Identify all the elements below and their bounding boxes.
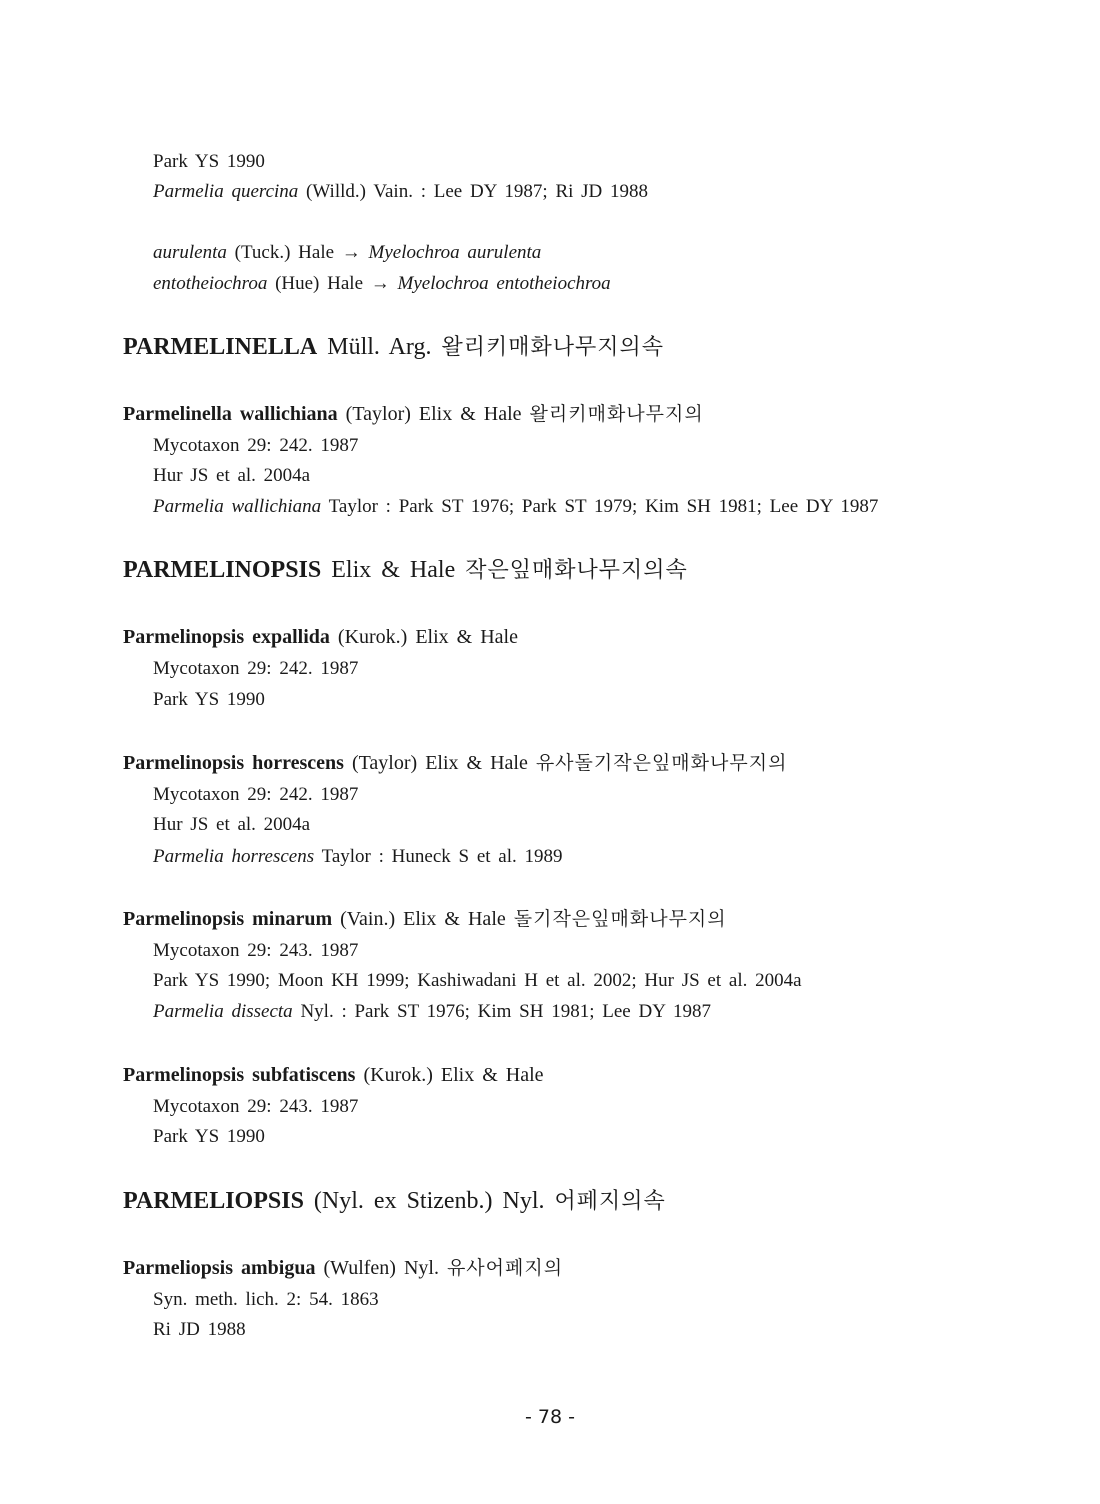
reference-line: Park YS 1990 (153, 1126, 265, 1147)
reference-line: Mycotaxon 29: 243. 1987 (153, 940, 359, 961)
reference-line: Hur JS et al. 2004a (153, 814, 311, 835)
reference-line: Hur JS et al. 2004a (153, 465, 311, 486)
genus-heading: PARMELIOPSIS (Nyl. ex Stizenb.) Nyl. 어페지의속 (123, 1188, 666, 1214)
synonym-line: Parmelia dissecta Nyl. : Park ST 1976; Kim SH 1981; Lee DY 1987 (153, 1001, 711, 1022)
reference-line: Park YS 1990 (153, 151, 265, 172)
genus-heading: PARMELINELLA Müll. Arg. 왈리키매화나무지의속 (123, 334, 665, 360)
synonym-line: Parmelia horrescens Taylor : Huneck S et al. 1989 (153, 846, 563, 867)
genus-heading: PARMELINOPSIS Elix & Hale 작은잎매화나무지의속 (123, 557, 688, 583)
reference-line: Mycotaxon 29: 242. 1987 (153, 435, 359, 456)
reference-line: Mycotaxon 29: 242. 1987 (153, 658, 359, 679)
species-heading: Parmelinopsis subfatiscens (Kurok.) Elix & Hale (123, 1064, 544, 1086)
reference-line: Syn. meth. lich. 2: 54. 1863 (153, 1289, 379, 1310)
page-number: - 78 - (525, 1406, 575, 1428)
synonym-line: Parmelia wallichiana Taylor : Park ST 1976; Park ST 1979; Kim SH 1981; Lee DY 1987 (153, 496, 879, 517)
arrow-icon: → (341, 242, 361, 263)
reference-line: Park YS 1990; Moon KH 1999; Kashiwadani H et al. 2002; Hur JS et al. 2004a (153, 970, 802, 991)
arrow-icon: → (370, 273, 390, 294)
cross-reference-line: aurulenta (Tuck.) Hale → Myelochroa aurulenta (153, 242, 542, 263)
reference-line: Park YS 1990 (153, 689, 265, 710)
reference-line: Ri JD 1988 (153, 1319, 246, 1340)
synonym-line: Parmelia quercina (Willd.) Vain. : Lee DY 1987; Ri JD 1988 (153, 181, 649, 202)
species-heading: Parmelinopsis minarum (Vain.) Elix & Hale 돌기작은잎매화나무지의 (123, 908, 727, 930)
species-heading: Parmelinella wallichiana (Taylor) Elix & Hale 왈리키매화나무지의 (123, 403, 704, 425)
species-heading: Parmeliopsis ambigua (Wulfen) Nyl. 유사어페지의 (123, 1257, 564, 1279)
species-heading: Parmelinopsis expallida (Kurok.) Elix & Hale (123, 626, 518, 648)
reference-line: Mycotaxon 29: 243. 1987 (153, 1096, 359, 1117)
species-heading: Parmelinopsis horrescens (Taylor) Elix & Hale 유사돌기작은잎매화나무지의 (123, 752, 788, 774)
synonym-name: Parmelia quercina (153, 181, 299, 202)
cross-reference-line: entotheiochroa (Hue) Hale → Myelochroa entotheiochroa (153, 273, 611, 294)
reference-line: Mycotaxon 29: 242. 1987 (153, 784, 359, 805)
